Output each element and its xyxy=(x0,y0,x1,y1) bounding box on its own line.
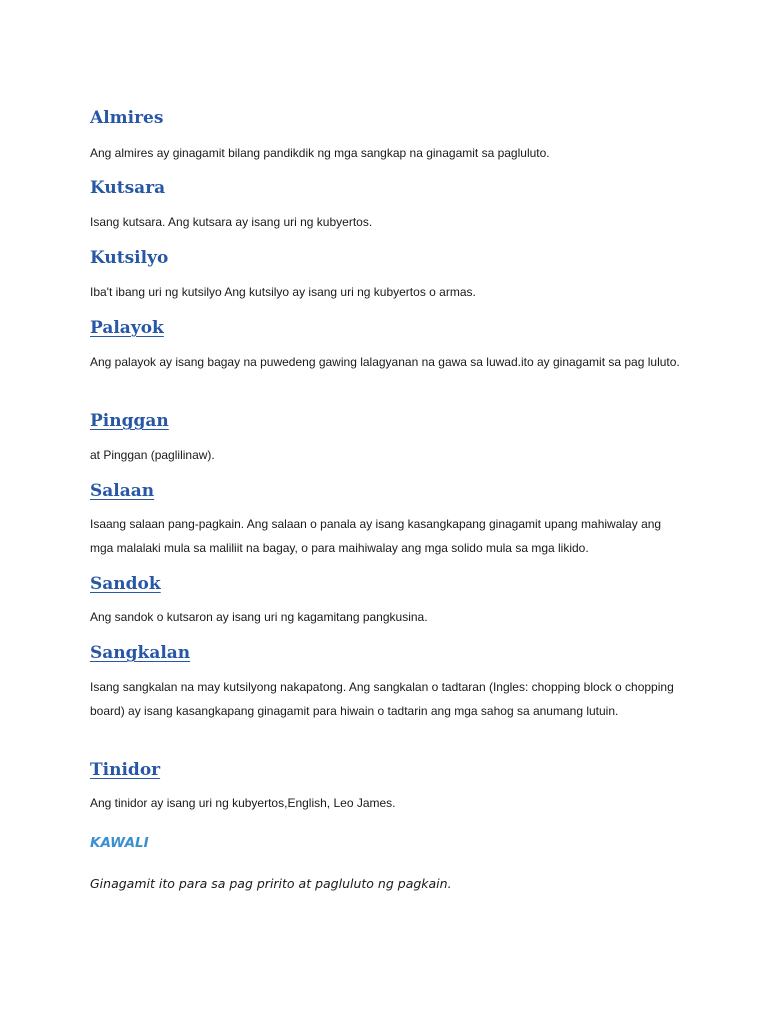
heading-kutsilyo: Kutsilyo xyxy=(90,248,169,268)
heading-salaan-link[interactable]: Salaan xyxy=(90,481,155,501)
paragraph-sangkalan: Isang sangkalan na may kutsilyong nakapatong. Ang sangkalan o tadtaran (Ingles: chopping block o chopping board) ay isang kasangkapang ginagamit para hiwain o tadtarin ang mga sahog sa anumang lutuin. xyxy=(90,680,674,718)
paragraph-kutsara: Isang kutsara. Ang kutsara ay isang uri ng kubyertos. xyxy=(90,215,373,229)
paragraph-kawali: Ginagamit ito para sa pag pririto at pagluluto ng pagkain. xyxy=(90,876,452,891)
heading-tinidor-link[interactable]: Tinidor xyxy=(90,760,161,780)
heading-almires: Almires xyxy=(90,108,164,128)
paragraph-tinidor: Ang tinidor ay isang uri ng kubyertos,English, Leo James. xyxy=(90,796,396,810)
heading-palayok-link[interactable]: Palayok xyxy=(90,318,164,338)
heading-sandok-link[interactable]: Sandok xyxy=(90,574,161,594)
paragraph-palayok: Ang palayok ay isang bagay na puwedeng gawing lalagyanan na gawa sa luwad.ito ay ginagamit sa pag luluto. xyxy=(90,355,680,369)
heading-pinggan-link[interactable]: Pinggan xyxy=(90,411,169,431)
heading-sangkalan-link[interactable]: Sangkalan xyxy=(90,643,191,663)
paragraph-salaan: Isaang salaan pang-pagkain. Ang salaan o panala ay isang kasangkapang ginagamit upang mahiwalay ang mga malalaki mula sa maliliit na bagay, o para maihiwalay ang mga solido mula sa mga likido. xyxy=(90,517,662,555)
paragraph-almires: Ang almires ay ginagamit bilang pandikdik ng mga sangkap na ginagamit sa pagluluto. xyxy=(90,146,550,160)
paragraph-sandok: Ang sandok o kutsaron ay isang uri ng kagamitang pangkusina. xyxy=(90,610,428,624)
heading-kawali: KAWALI xyxy=(90,835,149,851)
paragraph-kutsilyo: Iba't ibang uri ng kutsilyo Ang kutsilyo ay isang uri ng kubyertos o armas. xyxy=(90,285,476,299)
heading-kutsara: Kutsara xyxy=(90,178,166,198)
paragraph-pinggan: at Pinggan (paglilinaw). xyxy=(90,448,215,462)
